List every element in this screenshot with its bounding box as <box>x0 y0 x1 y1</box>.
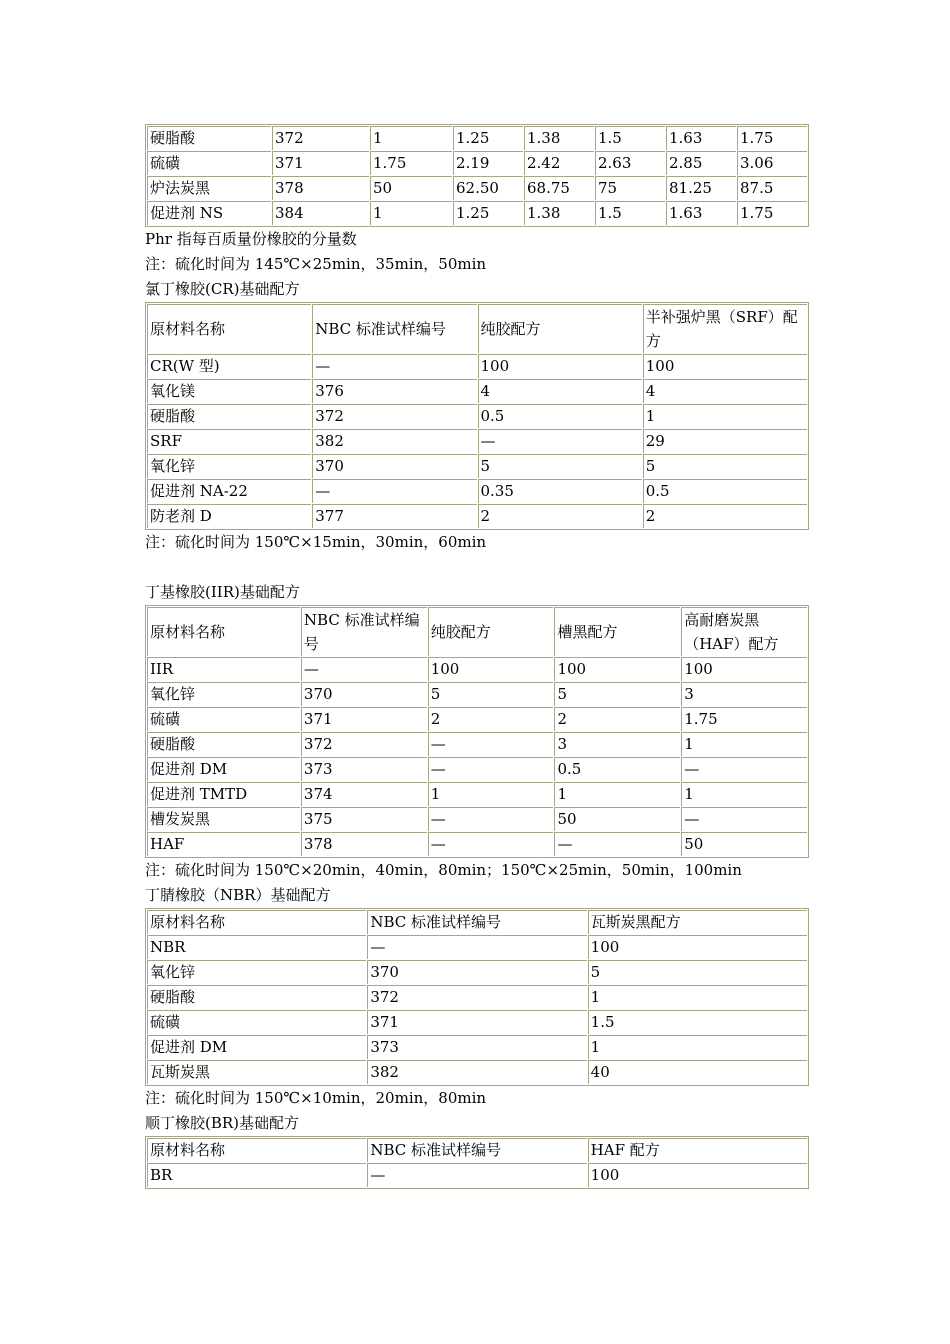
table-cell: IIR <box>147 657 300 681</box>
table-cell: 1.25 <box>453 201 523 225</box>
table-cell: 100 <box>478 354 642 378</box>
table-cell: 0.5 <box>643 479 807 503</box>
table-cell: 1 <box>370 126 452 150</box>
table-cell: 1.75 <box>737 201 807 225</box>
table-cell: 5 <box>588 960 807 984</box>
table-cell: 硫磺 <box>147 707 300 731</box>
column-header: 原材料名称 <box>147 1138 366 1162</box>
table-cell: 硫磺 <box>147 151 271 175</box>
table-row <box>147 454 807 478</box>
table-cell: 378 <box>301 832 427 856</box>
table-cell: 1 <box>588 985 807 1009</box>
table-cell: NBR <box>147 935 366 959</box>
table-cell: 2 <box>554 707 680 731</box>
table-row <box>147 782 807 806</box>
table-cell: — <box>554 832 680 856</box>
table-cell: 1.75 <box>737 126 807 150</box>
cr-note: 注：硫化时间为 150℃×15min，30min，60min <box>145 533 487 551</box>
table-cell: 2 <box>428 707 554 731</box>
table-cell: 100 <box>588 935 807 959</box>
column-header: 高耐磨炭黑（HAF）配方 <box>681 607 807 656</box>
table-cell: 376 <box>312 379 476 403</box>
column-header: 半补强炉黑（SRF）配方 <box>643 304 807 353</box>
table-cell: 373 <box>367 1035 586 1059</box>
table-cell: 硫磺 <box>147 1010 366 1034</box>
column-header: NBC 标准试样编号 <box>301 607 427 656</box>
table-cell: 68.75 <box>524 176 594 200</box>
table-cell: 1.63 <box>666 126 736 150</box>
table-cell: — <box>428 757 554 781</box>
table-cell: 370 <box>312 454 476 478</box>
table-cell: HAF <box>147 832 300 856</box>
table-cell: 硬脂酸 <box>147 404 311 428</box>
table-row <box>147 682 807 706</box>
table-row <box>147 657 807 681</box>
table-cell: 4 <box>643 379 807 403</box>
br-title: 顺丁橡胶(BR)基础配方 <box>145 1114 300 1132</box>
table-cell: 372 <box>312 404 476 428</box>
table-row <box>147 985 807 1009</box>
table-cell: 1.75 <box>370 151 452 175</box>
table-cell: 1 <box>643 404 807 428</box>
nbr-title: 丁腈橡胶（NBR）基础配方 <box>145 886 331 904</box>
table-row <box>147 404 807 428</box>
iir-note: 注：硫化时间为 150℃×20min，40min，80min；150℃×25min，50min，100min <box>145 861 742 879</box>
table-cell: 3 <box>554 732 680 756</box>
table-row <box>147 201 807 225</box>
table-row <box>147 960 807 984</box>
table-cell: 2 <box>478 504 642 528</box>
table-cell: 炉法炭黑 <box>147 176 271 200</box>
table-cell: 75 <box>595 176 665 200</box>
table-cell: 371 <box>301 707 427 731</box>
table-iir-formula <box>145 605 809 858</box>
table-cell: 0.5 <box>554 757 680 781</box>
table-row <box>147 176 807 200</box>
table-cell: 29 <box>643 429 807 453</box>
table-cell: 5 <box>643 454 807 478</box>
document-page <box>145 124 809 1189</box>
table-cell: 1.5 <box>588 1010 807 1034</box>
iir-title: 丁基橡胶(IIR)基础配方 <box>145 583 300 601</box>
table-cell: 371 <box>272 151 369 175</box>
column-header: HAF 配方 <box>588 1138 807 1162</box>
table-header-row <box>147 910 807 934</box>
table-cell: 氧化锌 <box>147 682 300 706</box>
table-cell: — <box>681 757 807 781</box>
table-cell: 5 <box>554 682 680 706</box>
table-cell: 4 <box>478 379 642 403</box>
note-phr: Phr 指每百质量份橡胶的分量数 <box>145 230 357 248</box>
table-cell: 373 <box>301 757 427 781</box>
table-cell: 1 <box>588 1035 807 1059</box>
column-header: 纯胶配方 <box>428 607 554 656</box>
table-cell: 377 <box>312 504 476 528</box>
table-row <box>147 807 807 831</box>
table-cell: 87.5 <box>737 176 807 200</box>
table-cell: 371 <box>367 1010 586 1034</box>
table-row <box>147 379 807 403</box>
table-cell: 5 <box>478 454 642 478</box>
table-row <box>147 1010 807 1034</box>
column-header: NBC 标准试样编号 <box>367 1138 586 1162</box>
table-header-row <box>147 1138 807 1162</box>
table-cell: 氧化锌 <box>147 960 366 984</box>
table-nr-formula-continued <box>145 124 809 227</box>
spacer <box>145 555 809 580</box>
table-cell: 1.63 <box>666 201 736 225</box>
table-cell: CR(W 型) <box>147 354 311 378</box>
column-header: 纯胶配方 <box>478 304 642 353</box>
table-cell: 1.38 <box>524 126 594 150</box>
table-row <box>147 126 807 150</box>
table-cell: 促进剂 DM <box>147 757 300 781</box>
table-nbr-formula <box>145 908 809 1086</box>
table-cell: — <box>312 479 476 503</box>
table-row <box>147 935 807 959</box>
table-cell: 382 <box>312 429 476 453</box>
table-br-formula <box>145 1136 809 1189</box>
table-cell: 硬脂酸 <box>147 985 366 1009</box>
table-cell: 硬脂酸 <box>147 732 300 756</box>
table-row <box>147 832 807 856</box>
column-header: NBC 标准试样编号 <box>312 304 476 353</box>
table-cell: 372 <box>367 985 586 1009</box>
table-cell: SRF <box>147 429 311 453</box>
table-header-row <box>147 607 807 656</box>
table-row <box>147 732 807 756</box>
table-cell: 3.06 <box>737 151 807 175</box>
table-cell: 1 <box>554 782 680 806</box>
table-cell: 50 <box>554 807 680 831</box>
table-cell: 40 <box>588 1060 807 1084</box>
table-cell: 氧化锌 <box>147 454 311 478</box>
table-row <box>147 1060 807 1084</box>
table-cell: — <box>428 807 554 831</box>
table-cell: 5 <box>428 682 554 706</box>
table-cell: — <box>428 832 554 856</box>
table-cell: 1 <box>428 782 554 806</box>
table-row <box>147 1035 807 1059</box>
table-cell: 2.85 <box>666 151 736 175</box>
table-row <box>147 757 807 781</box>
table-cell: 100 <box>681 657 807 681</box>
table-cell: 1 <box>370 201 452 225</box>
column-header: 原材料名称 <box>147 304 311 353</box>
table-cell: 378 <box>272 176 369 200</box>
table-cell: 62.50 <box>453 176 523 200</box>
table-cell: 1.75 <box>681 707 807 731</box>
table-cell: 374 <box>301 782 427 806</box>
table-cell: 促进剂 TMTD <box>147 782 300 806</box>
table-cell: 瓦斯炭黑 <box>147 1060 366 1084</box>
table-cell: 促进剂 NA-22 <box>147 479 311 503</box>
table-cell: 防老剂 D <box>147 504 311 528</box>
table-row <box>147 151 807 175</box>
table-row <box>147 707 807 731</box>
table-cell: 370 <box>301 682 427 706</box>
column-header: 槽黑配方 <box>554 607 680 656</box>
table-cell: — <box>367 935 586 959</box>
table-row <box>147 504 807 528</box>
table-cell: 1.25 <box>453 126 523 150</box>
table-cell: 0.5 <box>478 404 642 428</box>
table-cell: 100 <box>643 354 807 378</box>
table-row <box>147 1163 807 1187</box>
table-row <box>147 429 807 453</box>
table-cell: 100 <box>554 657 680 681</box>
table-cell: 2.63 <box>595 151 665 175</box>
table-cr-formula <box>145 302 809 530</box>
table-row <box>147 479 807 503</box>
table-cell: 2 <box>643 504 807 528</box>
table-cell: 382 <box>367 1060 586 1084</box>
table-cell: — <box>367 1163 586 1187</box>
table-cell: — <box>312 354 476 378</box>
table-cell: 3 <box>681 682 807 706</box>
note-vulcanization-1: 注：硫化时间为 145℃×25min，35min，50min <box>145 255 487 273</box>
table-cell: 促进剂 NS <box>147 201 271 225</box>
column-header: 瓦斯炭黑配方 <box>588 910 807 934</box>
table-cell: 370 <box>367 960 586 984</box>
table-cell: 1.5 <box>595 126 665 150</box>
table-cell: 1 <box>681 782 807 806</box>
table-cell: 1 <box>681 732 807 756</box>
table-cell: 50 <box>681 832 807 856</box>
table-cell: 375 <box>301 807 427 831</box>
table-cell: 81.25 <box>666 176 736 200</box>
table-cell: 1.38 <box>524 201 594 225</box>
table-cell: 384 <box>272 201 369 225</box>
table-cell: — <box>478 429 642 453</box>
table-cell: — <box>301 657 427 681</box>
table-header-row <box>147 304 807 353</box>
table-row <box>147 354 807 378</box>
table-cell: 氧化镁 <box>147 379 311 403</box>
table-cell: BR <box>147 1163 366 1187</box>
table-cell: 槽发炭黑 <box>147 807 300 831</box>
table-cell: 100 <box>428 657 554 681</box>
cr-title: 氯丁橡胶(CR)基础配方 <box>145 280 300 298</box>
table-cell: 硬脂酸 <box>147 126 271 150</box>
column-header: 原材料名称 <box>147 607 300 656</box>
table-cell: 促进剂 DM <box>147 1035 366 1059</box>
table-cell: 0.35 <box>478 479 642 503</box>
table-cell: 372 <box>301 732 427 756</box>
table-cell: 50 <box>370 176 452 200</box>
table-cell: — <box>428 732 554 756</box>
table-cell: 100 <box>588 1163 807 1187</box>
table-cell: 2.42 <box>524 151 594 175</box>
column-header: NBC 标准试样编号 <box>367 910 586 934</box>
table-cell: 2.19 <box>453 151 523 175</box>
table-cell: 1.5 <box>595 201 665 225</box>
table-cell: — <box>681 807 807 831</box>
table-cell: 372 <box>272 126 369 150</box>
column-header: 原材料名称 <box>147 910 366 934</box>
nbr-note: 注：硫化时间为 150℃×10min，20min，80min <box>145 1089 487 1107</box>
